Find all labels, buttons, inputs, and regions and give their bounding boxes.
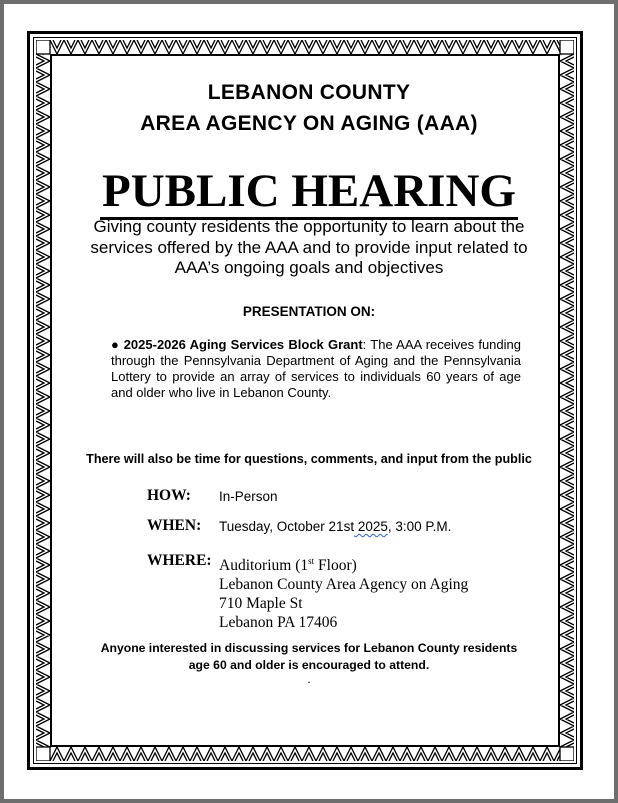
where-line-3: 710 Maple St (219, 595, 303, 613)
when-year: 2025 (354, 519, 388, 534)
item-title: 2025-2026 Aging Services Block Grant (123, 337, 363, 352)
presentation-item (111, 337, 521, 401)
bullet-icon: ● (111, 337, 120, 352)
how-label: HOW: (147, 487, 191, 504)
page-title (60, 166, 558, 216)
where-line-2: Lebanon County Area Agency on Aging (219, 576, 469, 594)
where-line-1: Auditorium (1st Floor) (219, 556, 357, 575)
where-label: WHERE: (147, 552, 212, 569)
closing-dot: . (307, 672, 311, 686)
closing-line-2: age 60 and older is encouraged to attend. (188, 657, 430, 672)
header-agency: AREA AGENCY ON AGING (AAA) (140, 112, 478, 135)
when-label: WHEN: (147, 517, 202, 534)
title-text: PUBLIC HEARING (100, 165, 518, 220)
when-value (219, 519, 451, 534)
intro-text: Giving county residents the opportunity to learn about the services offered by the AAA and to provide input related to AAA’s ongoing goals and objectives (90, 217, 528, 277)
when-date: Tuesday, October 21st (219, 519, 355, 534)
item-text: : The AAA receives funding through the Pennsylvania Department of Aging and the Pennsylvania Lottery to provide an array of services to individuals 60 years of age and older who live in Lebanon County. (111, 337, 521, 400)
where-value (219, 552, 468, 632)
closing-note (60, 640, 558, 673)
where-line-4: Lebanon PA 17406 (219, 614, 338, 632)
when-time: , 3:00 P.M. (387, 519, 452, 534)
how-value: In-Person (219, 489, 278, 504)
questions-note: There will also be time for questions, comments, and input from the public (86, 452, 532, 466)
closing-line-1: Anyone interested in discussing services for Lebanon County residents (100, 641, 518, 655)
presentation-heading: PRESENTATION ON: (242, 304, 376, 319)
header-county: LEBANON COUNTY (207, 81, 411, 104)
